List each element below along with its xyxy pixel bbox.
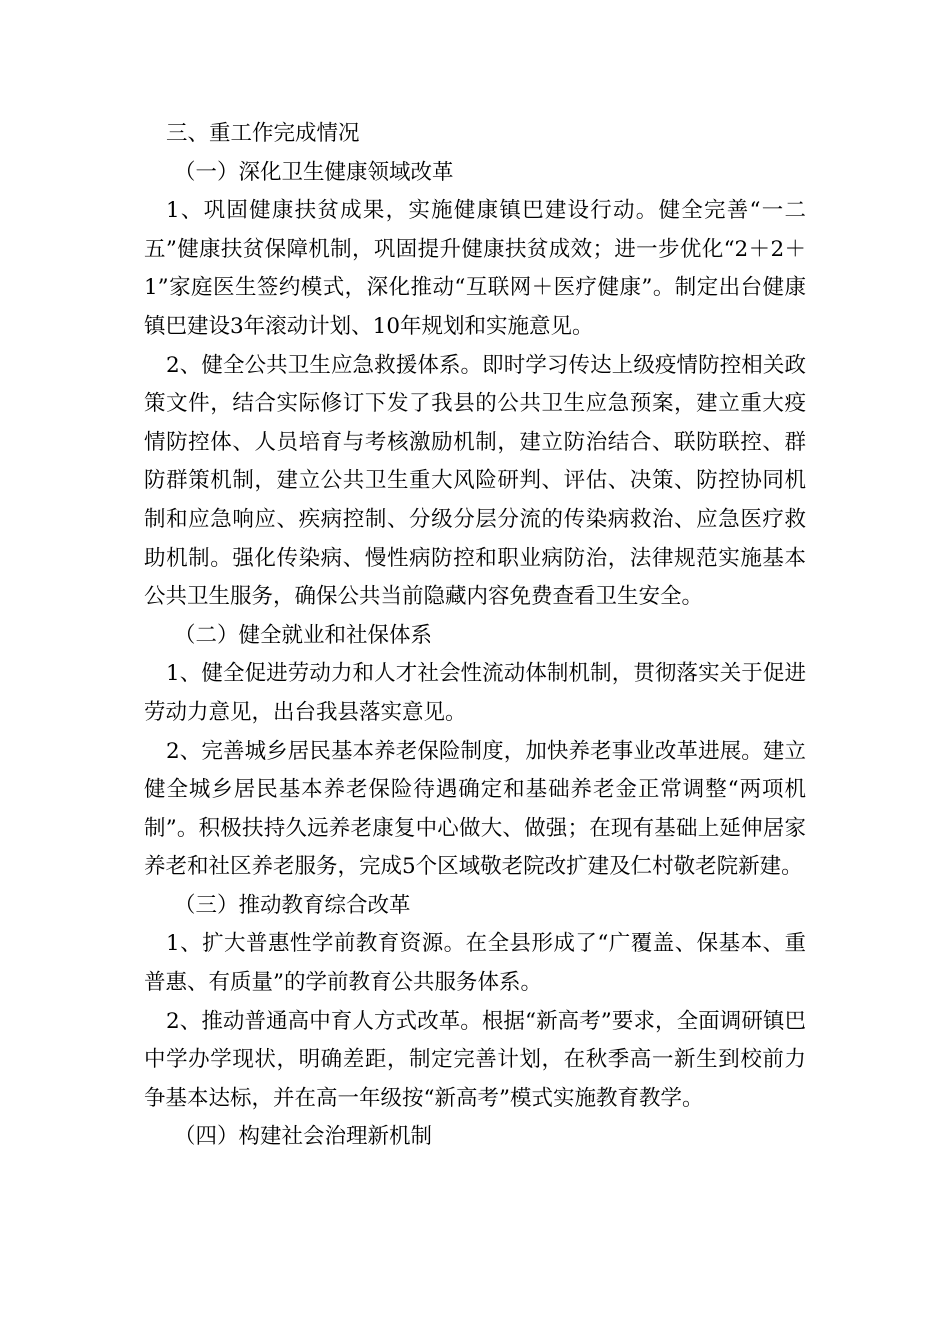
paragraph-3-2: 2、推动普通高中育人方式改革。根据“新高考”要求，全面调研镇巴中学办学现状，明确差距，制定完善计划，在秋季高一新生到校前力争基本达标，并在高一年级按“新高考”模式实施教育教学。 [144,1008,806,1111]
paragraph-1-2: 2、健全公共卫生应急救援体系。即时学习传达上级疫情防控相关政策文件，结合实际修订下发了我县的公共卫生应急预案，建立重大疫情防控体、人员培育与考核激励机制，建立防治结合、联防联控、群防群策机制，建立公共卫生重大风险研判、评估、决策、防控协同机制和应急响应、疾病控制、分级分层分流的传染病救治、应急医疗救助机制。强化传染病、慢性病防控和职业病防治，法律规范实施基本公共卫生服务，确保公共当前隐藏内容免费查看卫生安全。 [144,352,806,610]
subsection-heading-3: （三）推动教育综合改革 [174,892,411,918]
subsection-heading-1: （一）深化卫生健康领域改革 [174,159,454,185]
paragraph-1-1: 1、巩固健康扶贫成果，实施健康镇巴建设行动。健全完善“一二五”健康扶贫保障机制，巩固提升健康扶贫成效；进一步优化“2＋2＋1”家庭医生签约模式，深化推动“互联网＋医疗健康”。制定出台健康镇巴建设3年滚动计划、10年规划和实施意见。 [144,198,806,339]
section-title: 三、重工作完成情况 [166,121,360,146]
paragraph-2-1: 1、健全促进劳动力和人才社会性流动体制机制，贯彻落实关于促进劳动力意见，出台我县落实意见。 [144,661,806,725]
document-page [144,115,806,1157]
paragraph-3-1: 1、扩大普惠性学前教育资源。在全县形成了“广覆盖、保基本、重普惠、有质量”的学前教育公共服务体系。 [144,931,806,996]
subsection-heading-2: （二）健全就业和社保体系 [174,622,433,648]
paragraph-2-2: 2、完善城乡居民基本养老保险制度，加快养老事业改革进展。建立健全城乡居民基本养老保险待遇确定和基础养老金正常调整“两项机制”。积极扶持久远养老康复中心做大、做强；在现有基础上延伸居家养老和社区养老服务，完成5个区域敬老院改扩建及仁村敬老院新建。 [144,738,806,880]
subsection-heading-4: （四）构建社会治理新机制 [174,1124,433,1150]
